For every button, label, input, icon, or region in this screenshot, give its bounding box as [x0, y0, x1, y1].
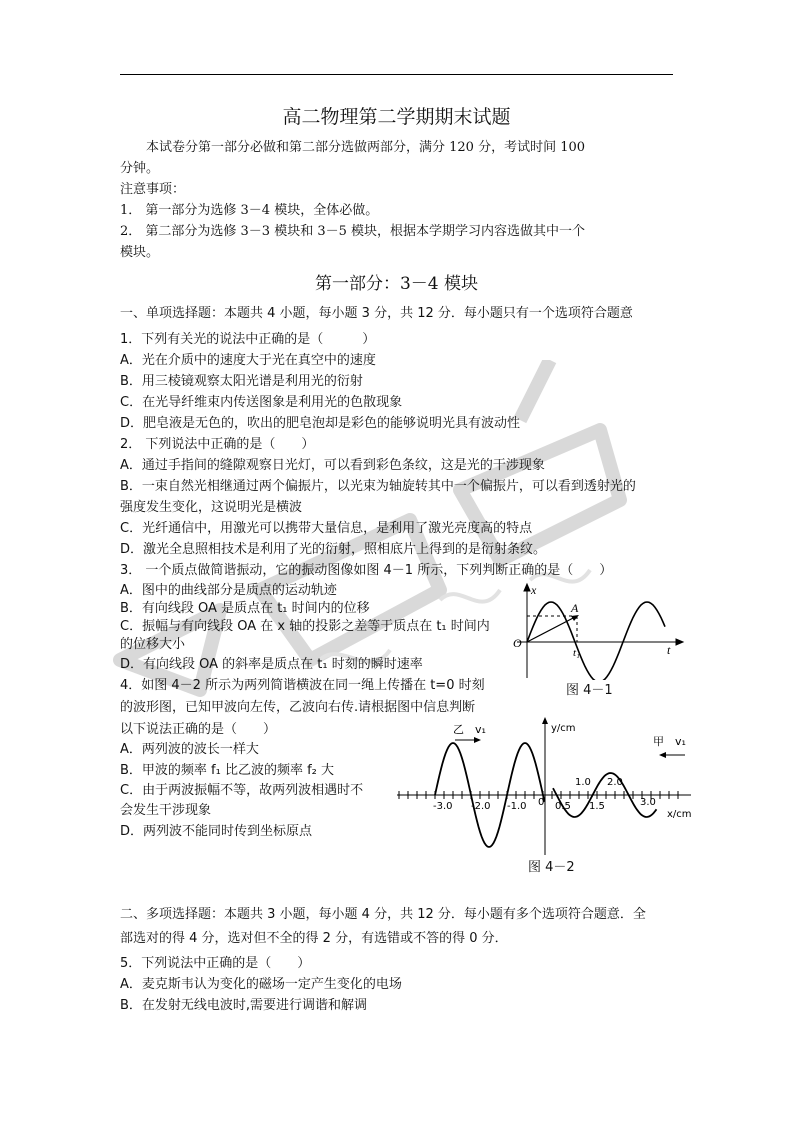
q4-option-d: D．两列波不能同时传到坐标原点 — [120, 824, 313, 839]
question-4-line-2: 的波形图，已知甲波向左传，乙波向右传.请根据图中信息判断 — [120, 700, 476, 715]
fig1-origin-label: O — [513, 636, 522, 650]
fig2-x-label: x/cm — [667, 809, 692, 820]
q4-option-c-line-1: C．由于两波振幅不等，故两列波相遇时不 — [120, 783, 364, 798]
fig2-tick-label: -3.0 — [433, 801, 453, 812]
q1-option-a: A．光在介质中的速度大于光在真空中的速度 — [120, 353, 376, 368]
fig1-x-label: x — [531, 583, 537, 597]
notes-label: 注意事项： — [120, 182, 186, 197]
q5-option-b: B．在发射无线电波时,需要进行调谐和解调 — [120, 998, 368, 1013]
q3-option-a: A．图中的曲线部分是质点的运动轨迹 — [120, 583, 337, 598]
question-1: 1．下列有关光的说法中正确的是（ ） — [120, 332, 376, 347]
fig1-t-label: t — [667, 643, 671, 657]
fig1-wave — [527, 602, 665, 680]
page-title: 高二物理第二学期期末试题 — [282, 106, 511, 128]
note-2-line-2: 模块。 — [120, 245, 160, 260]
top-rule — [120, 74, 673, 75]
fig1-t-arrow — [676, 639, 683, 645]
q1-option-d: D．肥皂液是无色的，吹出的肥皂泡却是彩色的能够说明光具有波动性 — [120, 416, 521, 431]
section-2-heading-line-2: 部选对的得 4 分，选对但不全的得 2 分，有选错或不答的得 0 分． — [120, 931, 508, 946]
question-2: 2． 下列说法中正确的是（ ） — [120, 437, 315, 452]
fig2-tick-label: -1.0 — [507, 801, 527, 812]
fig2-tick-label: 3.0 — [640, 797, 656, 808]
intro-line-2: 分钟。 — [120, 161, 160, 176]
figure-4-2 — [395, 715, 695, 860]
figure-4-1 — [505, 580, 690, 680]
q5-option-a: A．麦克斯韦认为变化的磁场一定产生变化的电场 — [120, 977, 402, 992]
q1-option-b: B．用三棱镜观察太阳光谱是利用光的衍射 — [120, 374, 363, 389]
q4-option-b: B．甲波的频率 f₁ 比乙波的频率 f₂ 大 — [120, 763, 335, 778]
fig2-tick-label: -2.0 — [471, 801, 491, 812]
figure-4-2-caption: 图 4－2 — [528, 860, 575, 875]
question-3: 3． 一个质点做简谐振动，它的振动图像如图 4－1 所示，下列判断正确的是（ ） — [120, 563, 613, 578]
fig2-wave-left-label: 乙 v₁ — [453, 723, 486, 736]
fig2-right-arrow-head — [659, 752, 666, 758]
figure-4-1-caption: 图 4－1 — [566, 683, 613, 698]
intro-line-1: 本试卷分第一部分必做和第二部分选做两部分，满分 120 分，考试时间 100 — [146, 140, 586, 155]
q2-option-b-line-2: 强度发生变化，这说明光是横波 — [120, 500, 303, 515]
fig1-t1-label: t₁ — [573, 647, 580, 659]
question-5: 5．下列说法中正确的是（ ） — [120, 956, 311, 971]
q3-option-b: B．有向线段 OA 是质点在 t₁ 时间内的位移 — [120, 601, 370, 616]
note-2-line-1: 2． 第二部分为选修 3－3 模块和 3－5 模块，根据本学期学习内容选做其中一个 — [120, 224, 586, 239]
fig2-y-label: y/cm — [551, 723, 576, 734]
q3-option-c-line-1: C．振幅与有向线段 OA 在 x 轴的投影之差等于质点在 t₁ 时间内 — [120, 619, 490, 634]
section-1-heading: 一、单项选择题：本题共 4 小题，每小题 3 分，共 12 分．每小题只有一个选项符合题意 — [120, 306, 633, 321]
fig2-tick-label: 2.0 — [607, 777, 623, 788]
q4-option-c-line-2: 会发生干涉现象 — [120, 803, 212, 818]
fig2-y-arrow — [542, 717, 548, 724]
q3-option-c-line-2: 的位移大小 — [120, 637, 186, 652]
part-title: 第一部分：3－4 模块 — [314, 274, 479, 294]
q3-option-d: D．有向线段 OA 的斜率是质点在 t₁ 时刻的瞬时速率 — [120, 657, 423, 672]
fig2-left-arrow-head — [474, 737, 481, 743]
question-4-line-1: 4．如图 4－2 所示为两列简谐横波在同一绳上传播在 t=0 时刻 — [120, 678, 485, 693]
fig2-tick-label: 0 — [538, 797, 545, 808]
q2-option-d: D．激光全息照相技术是利用了光的衍射，照相底片上得到的是衍射条纹。 — [120, 542, 547, 557]
note-1: 1． 第一部分为选修 3－4 模块，全体必做。 — [120, 203, 379, 218]
fig2-tick-label: 0.5 — [555, 801, 571, 812]
fig2-tick-label: 1.0 — [575, 777, 591, 788]
section-2-heading-line-1: 二、多项选择题：本题共 3 小题，每小题 4 分，共 12 分．每小题有多个选项符合题意．全 — [120, 907, 646, 922]
q1-option-c: C．在光导纤维束内传送图象是利用光的色散现象 — [120, 395, 403, 410]
q2-option-c: C．光纤通信中，用激光可以携带大量信息，是利用了激光亮度高的特点 — [120, 521, 533, 536]
q4-option-a: A．两列波的波长一样大 — [120, 742, 259, 757]
fig1-point-label: A — [571, 601, 579, 615]
fig2-tick-label: 1.5 — [589, 801, 605, 812]
fig2-wave-right-label: 甲 v₁ — [653, 735, 686, 748]
fig1-x-arrow — [524, 584, 530, 591]
question-4-line-3: 以下说法正确的是（ ） — [120, 722, 277, 737]
q2-option-b-line-1: B．一束自然光相继通过两个偏振片，以光束为轴旋转其中一个偏振片，可以看到透射光的 — [120, 479, 636, 494]
q2-option-a: A．通过手指间的缝隙观察日光灯，可以看到彩色条纹，这是光的干涉现象 — [120, 458, 545, 473]
